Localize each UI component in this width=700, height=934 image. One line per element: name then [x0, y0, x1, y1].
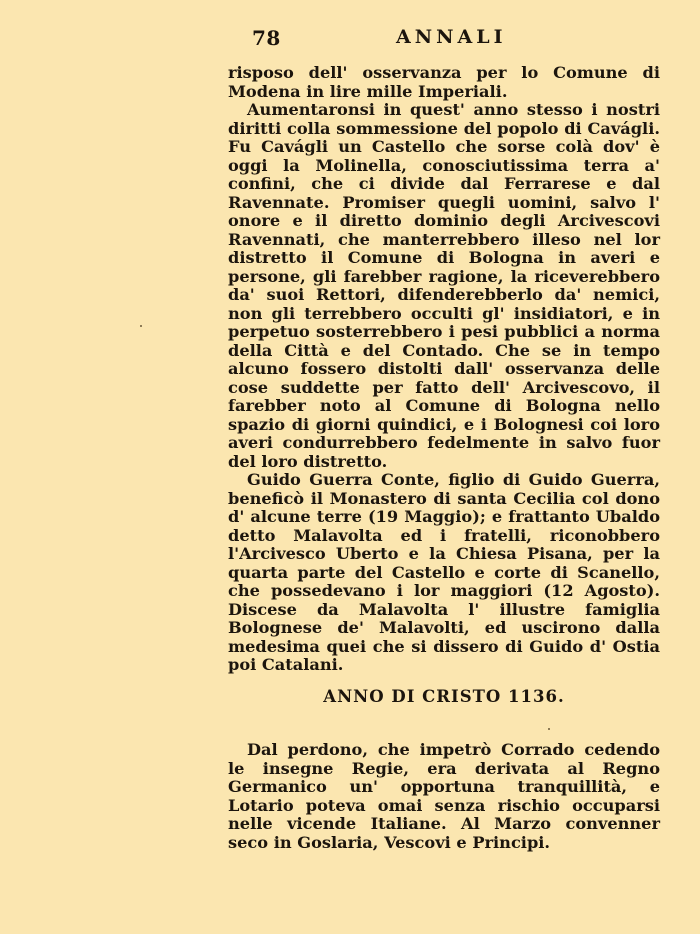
running-head: ANNALI: [396, 26, 507, 48]
print-speck: [548, 728, 550, 730]
paragraph: Dal perdono, che impetrò Corrado cedendo le insegne Regie, era derivata al Regno Germanico un' opportuna tranquillità, e Lotario poteva omai senza rischio occuparsi nelle vicende Italiane. Al Marzo convenner seco in Goslaria, Vescovi e Principi.: [228, 740, 660, 852]
page-number: 78: [252, 26, 281, 50]
paragraph: Guido Guerra Conte, figlio di Guido Guerra, beneficò il Monastero di santa Cecilia col dono d' alcune terre (19 Maggio); e frattanto Ubaldo detto Malavolta ed i fratelli, riconobbero l'Arcivesco Uberto e la Chiesa Pisana, per la quarta parte del Castello e corte di Scanello, che possedevano i lor maggiori (12 Agosto). Discese da Malavolta l' illustre famiglia Bolognese de' Malavolti, ed uscirono dalla medesima quei che si dissero di Guido d' Ostia poi Catalani.: [228, 470, 660, 674]
paragraph: risposo dell' osservanza per lo Comune di Modena in lire mille Imperiali.: [228, 63, 660, 101]
print-speck: [140, 325, 142, 327]
body-text-block: [228, 741, 660, 852]
body-text-block: [228, 64, 660, 675]
section-heading: ANNO DI CRISTO 1136.: [323, 687, 565, 706]
paragraph: Aumentaronsi in quest' anno stesso i nostri diritti colla sommessione del popolo di Cavágli. Fu Cavágli un Castello che sorse colà dov' è oggi la Molinella, conosciutissima terra a' confini, che ci divide dal Ferrarese e dal Ravennate. Promiser quegli uomini, salvo l' onore e il diretto dominio degli Arcivescovi Ravennati, che manterrebbero illeso nel lor distretto il Comune di Bologna in averi e persone, gli farebber ragione, la riceverebbero da' suoi Rettori, difenderebberlo da' nemici, non gli terrebbero occulti gl' insidiatori, e in perpetuo sosterrebbero i pesi pubblici a norma della Città e del Contado. Che se in tempo alcuno fossero distolti dall' osservanza delle cose suddette per fatto dell' Arcivescovo, il farebber noto al Comune di Bologna nello spazio di giorni quindici, e i Bolognesi coi loro averi condurrebbero fedelmente in salvo fuor del loro distretto.: [228, 100, 660, 471]
page-header: [228, 26, 660, 54]
